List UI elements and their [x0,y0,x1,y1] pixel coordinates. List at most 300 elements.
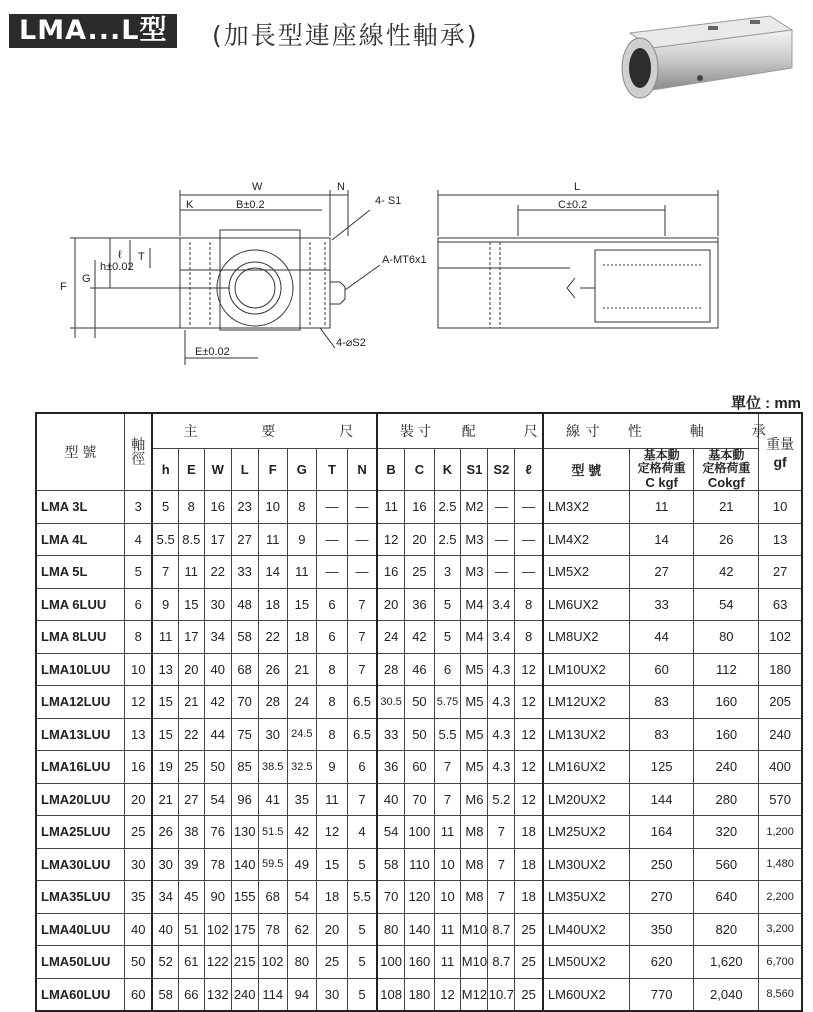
table-cell: 5 [152,491,178,524]
table-cell: 42 [204,686,231,719]
table-cell: 6 [316,621,347,654]
th-static-load: 基本動 定格荷重 Cokgf [694,449,759,491]
table-cell: 30 [258,718,287,751]
table-cell: 5.2 [488,783,515,816]
table-row [36,848,802,881]
table-cell: 85 [231,751,258,784]
table-cell: 27 [178,783,204,816]
table-cell: 23 [231,491,258,524]
table-cell: 30 [124,848,152,881]
table-cell: 96 [231,783,258,816]
table-cell: 49 [287,848,316,881]
table-cell: 70 [231,686,258,719]
table-cell: 5 [348,946,377,979]
table-cell: — [348,523,377,556]
table-cell: 5 [348,848,377,881]
table-cell: 6.5 [348,686,377,719]
table-cell: 15 [152,686,178,719]
table-cell: 112 [694,653,759,686]
table-cell: 40 [377,783,405,816]
bearing-model-cell: LM3X2 [543,491,629,524]
bearing-model-cell: LM4X2 [543,523,629,556]
table-cell: 620 [629,946,694,979]
table-cell: 140 [231,848,258,881]
table-cell: 26 [152,816,178,849]
table-cell: 20 [405,523,434,556]
table-row [36,978,802,1011]
th-w: W [204,449,231,491]
table-cell: 35 [287,783,316,816]
table-cell: 50 [405,718,434,751]
table-cell: 8 [124,621,152,654]
table-cell: 10 [434,881,461,914]
table-cell: 122 [204,946,231,979]
table-cell: 50 [204,751,231,784]
table-cell: 75 [231,718,258,751]
th-main-dims: 主 要 尺 寸 [152,413,376,449]
table-cell: 60 [629,653,694,686]
table-cell: 6 [434,653,461,686]
table-cell: — [488,556,515,589]
table-cell: 70 [377,881,405,914]
table-cell: M10 [461,946,488,979]
table-cell: 30 [316,978,347,1011]
table-cell: 11 [434,946,461,979]
table-cell: 25 [124,816,152,849]
table-cell: 83 [629,718,694,751]
table-cell: 50 [405,686,434,719]
bearing-model-cell: LM12UX2 [543,686,629,719]
model-cell: LMA 8LUU [36,621,124,654]
table-cell: 52 [152,946,178,979]
table-cell: 25 [515,978,543,1011]
th-bearing: 線 性 軸 承 [543,413,759,449]
table-cell: 11 [316,783,347,816]
table-cell: 20 [178,653,204,686]
table-cell: 160 [694,718,759,751]
table-cell: 108 [377,978,405,1011]
th-e: E [178,449,204,491]
model-cell: LMA 6LUU [36,588,124,621]
table-cell: — [488,491,515,524]
product-title: LMA...L型 [9,14,177,48]
product-subtitle: (加長型連座線性軸承) [212,21,479,50]
table-cell: 42 [405,621,434,654]
table-cell: 205 [759,686,802,719]
table-cell: 6 [348,751,377,784]
table-cell: 14 [258,556,287,589]
table-cell: 25 [316,946,347,979]
label-b: B±0.2 [236,199,265,211]
table-cell: 30 [204,588,231,621]
table-cell: 4.3 [488,751,515,784]
table-cell: M5 [461,751,488,784]
table-cell: 13 [759,523,802,556]
unit-label: 單位 : mm [730,395,801,412]
table-cell: 132 [204,978,231,1011]
table-cell: 7 [434,751,461,784]
table-cell: 17 [204,523,231,556]
dimension-drawing [40,170,800,380]
table-cell: 38 [178,816,204,849]
table-cell: 41 [258,783,287,816]
table-cell: 32.5 [287,751,316,784]
table-cell: 15 [287,588,316,621]
table-row [36,946,802,979]
table-cell: 9 [287,523,316,556]
table-cell: 7 [434,783,461,816]
bearing-model-cell: LM16UX2 [543,751,629,784]
th-s1: S1 [461,449,488,491]
table-cell: 130 [231,816,258,849]
table-cell: 8,560 [759,978,802,1011]
table-cell: 11 [287,556,316,589]
table-cell: 4 [348,816,377,849]
bearing-model-cell: LM8UX2 [543,621,629,654]
table-cell: 1,620 [694,946,759,979]
label-s2: 4-⌀S2 [336,337,366,349]
table-row [36,913,802,946]
table-cell: 110 [405,848,434,881]
table-cell: 58 [231,621,258,654]
table-cell: 240 [231,978,258,1011]
table-cell: 80 [377,913,405,946]
table-cell: 63 [759,588,802,621]
table-cell: 59.5 [258,848,287,881]
table-cell: 7 [488,881,515,914]
table-cell: 40 [204,653,231,686]
th-model: 型 號 [36,413,124,491]
bearing-model-cell: LM40UX2 [543,913,629,946]
table-cell: — [348,491,377,524]
table-cell: M2 [461,491,488,524]
label-l: L [574,181,581,193]
th-s2: S2 [488,449,515,491]
table-cell: 30.5 [377,686,405,719]
table-cell: 144 [629,783,694,816]
table-cell: M8 [461,816,488,849]
table-cell: 270 [629,881,694,914]
table-cell: 22 [204,556,231,589]
table-cell: 25 [515,946,543,979]
table-cell: 11 [629,491,694,524]
table-cell: — [515,523,543,556]
table-cell: 18 [316,881,347,914]
table-cell: 22 [258,621,287,654]
model-cell: LMA 5L [36,556,124,589]
table-cell: 24 [287,686,316,719]
table-cell: 12 [316,816,347,849]
label-e: E±0.02 [195,346,230,358]
table-cell: 5.5 [152,523,178,556]
bearing-model-cell: LM30UX2 [543,848,629,881]
label-s1: 4- S1 [375,195,402,207]
table-cell: 33 [629,588,694,621]
model-cell: LMA25LUU [36,816,124,849]
table-cell: 1,480 [759,848,802,881]
table-cell: 8.7 [488,946,515,979]
table-cell: M5 [461,653,488,686]
table-cell: 180 [405,978,434,1011]
table-cell: 820 [694,913,759,946]
table-cell: 28 [258,686,287,719]
table-cell: 38.5 [258,751,287,784]
table-cell: 2.5 [434,523,461,556]
table-cell: M8 [461,881,488,914]
table-cell: 102 [204,913,231,946]
table-cell: 76 [204,816,231,849]
th-dyn-load: 基本動 定格荷重 C kgf [629,449,694,491]
product-photo [600,8,800,108]
table-cell: 10 [124,653,152,686]
table-cell: 400 [759,751,802,784]
table-cell: 7 [348,588,377,621]
label-c: C±0.2 [558,199,588,211]
table-cell: 8 [316,686,347,719]
table-cell: 11 [178,556,204,589]
th-ell: ℓ [515,449,543,491]
th-bearing-model: 型 號 [543,449,629,491]
table-cell: 9 [152,588,178,621]
table-cell: 3.4 [488,588,515,621]
model-cell: LMA20LUU [36,783,124,816]
table-cell: 3 [124,491,152,524]
table-cell: 4 [124,523,152,556]
table-cell: 17 [178,621,204,654]
table-cell: 280 [694,783,759,816]
table-row [36,653,802,686]
table-cell: M4 [461,588,488,621]
table-cell: 3.4 [488,621,515,654]
bearing-model-cell: LM10UX2 [543,653,629,686]
table-cell: 78 [258,913,287,946]
table-row [36,523,802,556]
th-t: T [316,449,347,491]
table-cell: 20 [377,588,405,621]
table-cell: 27 [629,556,694,589]
table-cell: 46 [405,653,434,686]
table-cell: 5 [434,621,461,654]
table-cell: 66 [178,978,204,1011]
table-cell: — [316,556,347,589]
table-cell: 320 [694,816,759,849]
bearing-model-cell: LM50UX2 [543,946,629,979]
table-cell: 15 [316,848,347,881]
label-h: h±0.02 [100,261,134,273]
table-cell: 15 [152,718,178,751]
table-cell: 22 [178,718,204,751]
table-cell: 48 [231,588,258,621]
table-cell: 58 [152,978,178,1011]
table-row [36,491,802,524]
table-cell: 11 [152,621,178,654]
table-cell: 2,200 [759,881,802,914]
table-cell: 12 [124,686,152,719]
table-cell: — [488,523,515,556]
table-cell: — [515,556,543,589]
table-cell: 560 [694,848,759,881]
bearing-model-cell: LM60UX2 [543,978,629,1011]
table-cell: 12 [515,718,543,751]
table-cell: 16 [377,556,405,589]
table-cell: M3 [461,523,488,556]
table-row [36,556,802,589]
th-b: B [377,449,405,491]
table-cell: 7 [348,621,377,654]
table-cell: 125 [629,751,694,784]
table-row [36,686,802,719]
table-cell: 164 [629,816,694,849]
bearing-model-cell: LM20UX2 [543,783,629,816]
table-cell: 18 [515,848,543,881]
table-cell: 33 [377,718,405,751]
table-cell: 18 [515,881,543,914]
table-row [36,588,802,621]
table-cell: 42 [694,556,759,589]
table-cell: 34 [204,621,231,654]
table-cell: — [316,523,347,556]
table-cell: 61 [178,946,204,979]
table-cell: 27 [759,556,802,589]
table-cell: 6 [124,588,152,621]
table-cell: 114 [258,978,287,1011]
table-cell: 6.5 [348,718,377,751]
bearing-model-cell: LM5X2 [543,556,629,589]
label-n: N [337,181,345,193]
table-cell: 14 [629,523,694,556]
table-cell: 102 [759,621,802,654]
table-cell: 3 [434,556,461,589]
table-cell: 68 [231,653,258,686]
th-mount-dims: 裝 配 尺 寸 [377,413,543,449]
table-cell: 78 [204,848,231,881]
table-cell: 90 [204,881,231,914]
table-cell: 26 [694,523,759,556]
table-cell: 28 [377,653,405,686]
bearing-model-cell: LM25UX2 [543,816,629,849]
th-h: h [152,449,178,491]
table-cell: 160 [405,946,434,979]
table-cell: 36 [405,588,434,621]
label-g: G [82,273,91,285]
table-cell: 10 [258,491,287,524]
table-cell: 12 [434,978,461,1011]
th-f: F [258,449,287,491]
table-cell: 12 [377,523,405,556]
table-cell: 70 [405,783,434,816]
table-cell: 51 [178,913,204,946]
table-cell: 68 [258,881,287,914]
label-k: K [186,199,194,211]
table-cell: 102 [258,946,287,979]
label-t: T [138,251,145,263]
model-cell: LMA35LUU [36,881,124,914]
table-cell: 11 [434,816,461,849]
table-cell: 5 [348,978,377,1011]
table-cell: — [316,491,347,524]
model-cell: LMA60LUU [36,978,124,1011]
table-cell: 5.5 [348,881,377,914]
model-cell: LMA13LUU [36,718,124,751]
table-cell: 5.5 [434,718,461,751]
bearing-model-cell: LM13UX2 [543,718,629,751]
table-cell: 10 [759,491,802,524]
table-cell: 4.3 [488,653,515,686]
model-cell: LMA10LUU [36,653,124,686]
table-row [36,881,802,914]
table-cell: 10 [434,848,461,881]
table-cell: 250 [629,848,694,881]
table-cell: 62 [287,913,316,946]
table-cell: 12 [515,783,543,816]
table-cell: 140 [405,913,434,946]
table-cell: 640 [694,881,759,914]
table-cell: 4.3 [488,686,515,719]
spec-table-body [36,491,802,1012]
model-cell: LMA16LUU [36,751,124,784]
table-cell: 5 [124,556,152,589]
table-cell: 4.3 [488,718,515,751]
table-row [36,816,802,849]
table-cell: M12 [461,978,488,1011]
table-cell: 11 [377,491,405,524]
table-cell: 25 [515,913,543,946]
table-cell: 2,040 [694,978,759,1011]
table-cell: 27 [231,523,258,556]
label-amt: A-MT6x1 [382,254,427,266]
label-l-small: ℓ [118,249,122,261]
table-cell: 36 [377,751,405,784]
table-cell: — [348,556,377,589]
table-cell: 8 [515,621,543,654]
table-cell: 8.5 [178,523,204,556]
table-cell: 2.5 [434,491,461,524]
model-cell: LMA30LUU [36,848,124,881]
table-cell: 19 [152,751,178,784]
table-cell: 6 [316,588,347,621]
table-cell: 34 [152,881,178,914]
th-shaft: 軸徑 [124,413,152,491]
table-cell: 21 [178,686,204,719]
table-cell: 8 [316,718,347,751]
model-cell: LMA 4L [36,523,124,556]
label-f: F [60,281,67,293]
table-cell: 16 [405,491,434,524]
th-l: L [231,449,258,491]
table-cell: 160 [694,686,759,719]
table-cell: 155 [231,881,258,914]
table-cell: 5 [434,588,461,621]
table-cell: 54 [287,881,316,914]
table-cell: M3 [461,556,488,589]
table-cell: M10 [461,913,488,946]
th-n: N [348,449,377,491]
table-cell: 7 [348,653,377,686]
table-cell: 39 [178,848,204,881]
table-cell: 8 [316,653,347,686]
model-cell: LMA50LUU [36,946,124,979]
table-cell: 24.5 [287,718,316,751]
model-cell: LMA12LUU [36,686,124,719]
table-cell: 770 [629,978,694,1011]
table-cell: 25 [405,556,434,589]
table-cell: 60 [405,751,434,784]
table-row [36,783,802,816]
table-cell: 100 [405,816,434,849]
table-cell: 80 [287,946,316,979]
table-cell: 8 [287,491,316,524]
model-cell: LMA40LUU [36,913,124,946]
